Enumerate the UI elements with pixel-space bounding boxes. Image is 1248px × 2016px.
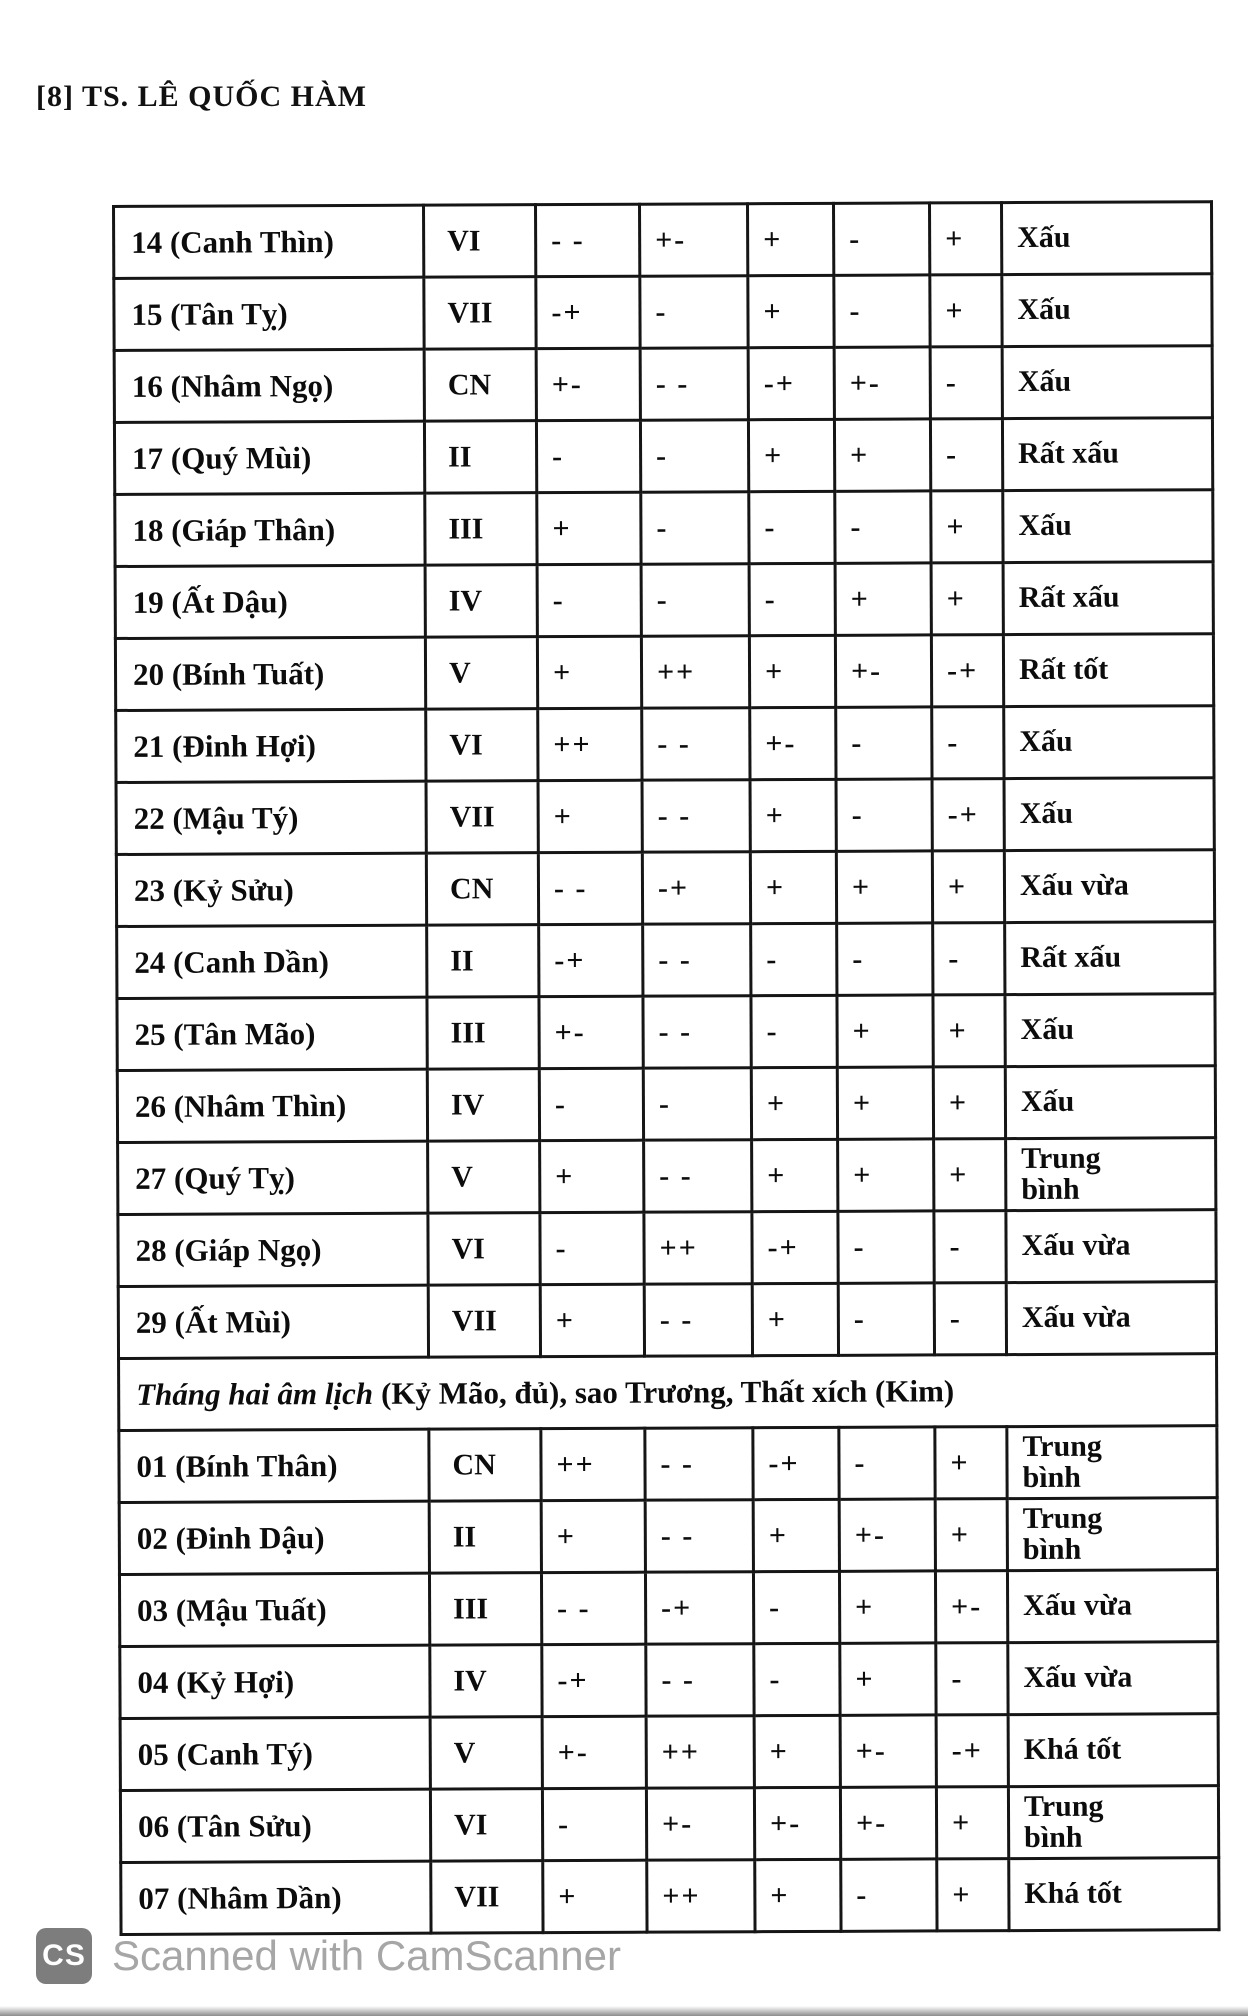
symbol-cell: - [838, 1211, 934, 1283]
symbol-cell: + [839, 1571, 935, 1643]
symbol-cell: +- [835, 635, 931, 707]
symbol-cell: -+ [539, 924, 643, 996]
table-row [114, 346, 1212, 423]
weekday-cell: CN [429, 1429, 541, 1501]
date-cell: 21 (Đinh Hợi) [116, 709, 426, 782]
symbol-cell: -+ [931, 635, 1003, 707]
rating-cell: Xấu vừa [1004, 850, 1214, 923]
date-cell: 04 (Kỷ Hợi) [120, 1645, 430, 1718]
date-cell: 14 (Canh Thìn) [114, 205, 424, 278]
rating-cell: Rất xấu [1003, 562, 1213, 635]
date-cell: 28 (Giáp Ngọ) [118, 1213, 428, 1286]
symbol-cell: +- [834, 347, 930, 419]
symbol-cell: + [540, 1140, 644, 1212]
symbol-cell: + [752, 1283, 838, 1355]
weekday-cell: VII [426, 781, 538, 853]
date-cell: 01 (Bính Thân) [119, 1429, 429, 1502]
rating-cell: Trung bình [1007, 1498, 1217, 1571]
weekday-cell: II [424, 421, 536, 493]
table-row [114, 274, 1212, 351]
symbol-cell: - [933, 923, 1005, 995]
rating-cell: Rất tốt [1003, 634, 1213, 707]
rating-cell: Rất xấu [1002, 418, 1212, 491]
rating-cell: Xấu vừa [1006, 1210, 1216, 1283]
symbol-cell: - - [644, 1284, 752, 1356]
symbol-cell: -+ [542, 1644, 646, 1716]
symbol-cell: -+ [932, 779, 1004, 851]
weekday-cell: VI [428, 1213, 540, 1285]
symbol-cell: + [838, 1139, 934, 1211]
section-header-cell [119, 1354, 1217, 1431]
symbol-cell: - [838, 1283, 934, 1355]
rating-cell: Xấu [1002, 346, 1212, 419]
symbol-cell: - - [643, 924, 751, 996]
symbol-cell: - - [645, 1500, 753, 1572]
symbol-cell: + [748, 275, 834, 347]
symbol-cell: - [751, 995, 837, 1067]
table-row [120, 1642, 1218, 1719]
section-title-italic: Tháng hai âm lịch [136, 1375, 374, 1412]
symbol-cell: - [751, 923, 837, 995]
weekday-cell: III [427, 997, 539, 1069]
weekday-cell: CN [424, 349, 536, 421]
rating-cell: Rất xấu [1005, 922, 1215, 995]
date-cell: 22 (Mậu Tý) [116, 781, 426, 854]
date-cell: 20 (Bính Tuất) [115, 637, 425, 710]
symbol-cell: - [539, 1068, 643, 1140]
symbol-cell: +- [640, 204, 748, 276]
symbol-cell: -+ [645, 1572, 753, 1644]
date-cell: 05 (Canh Tý) [120, 1717, 430, 1790]
symbol-cell: + [934, 1139, 1006, 1211]
symbol-cell: +- [542, 1716, 646, 1788]
table-row [117, 1066, 1215, 1143]
symbol-cell: - [934, 1283, 1006, 1355]
table-row [114, 418, 1212, 495]
table-row [116, 850, 1214, 927]
weekday-cell: CN [426, 853, 538, 925]
symbol-cell: + [754, 1715, 840, 1787]
symbol-cell: -+ [642, 852, 750, 924]
symbol-cell: +- [536, 348, 640, 420]
weekday-cell: IV [427, 1069, 539, 1141]
date-cell: 17 (Quý Mùi) [114, 421, 424, 494]
rating-cell: Xấu vừa [1007, 1570, 1217, 1643]
symbol-cell: ++ [644, 1212, 752, 1284]
table-row [116, 778, 1214, 855]
symbol-cell: + [755, 1859, 841, 1931]
symbol-cell: - [540, 1212, 644, 1284]
symbol-cell: + [935, 1499, 1007, 1571]
symbol-cell: ++ [647, 1860, 755, 1932]
lunar-calendar-table-wrap [112, 200, 1221, 1936]
weekday-cell: VI [430, 1789, 542, 1861]
symbol-cell: - - [640, 348, 748, 420]
symbol-cell: + [931, 563, 1003, 635]
weekday-cell: III [425, 493, 537, 565]
weekday-cell: VII [431, 1861, 543, 1933]
symbol-cell: + [750, 851, 836, 923]
weekday-cell: IV [430, 1645, 542, 1717]
symbol-cell: -+ [536, 276, 640, 348]
symbol-cell: - [749, 491, 835, 563]
symbol-cell: ++ [538, 708, 642, 780]
weekday-cell: III [429, 1573, 541, 1645]
camscanner-logo: CS [36, 1928, 92, 1984]
symbol-cell: + [840, 1643, 936, 1715]
rating-cell: Khá tốt [1009, 1858, 1219, 1931]
weekday-cell: VI [426, 709, 538, 781]
symbol-cell: - - [643, 996, 751, 1068]
symbol-cell: - [754, 1643, 840, 1715]
symbol-cell: +- [839, 1499, 935, 1571]
weekday-cell: VI [424, 205, 536, 277]
symbol-cell: - [836, 707, 932, 779]
symbol-cell: - [643, 1068, 751, 1140]
date-cell: 18 (Giáp Thân) [115, 493, 425, 566]
symbol-cell: +- [539, 996, 643, 1068]
symbol-cell: + [753, 1499, 839, 1571]
rating-cell: Xấu [1003, 490, 1213, 563]
symbol-cell: + [540, 1284, 644, 1356]
symbol-cell: - [936, 1643, 1008, 1715]
symbol-cell: - [835, 491, 931, 563]
rating-cell: Trung bình [1008, 1786, 1218, 1859]
symbol-cell: -+ [936, 1715, 1008, 1787]
symbol-cell: -+ [753, 1427, 839, 1499]
table-row [115, 634, 1213, 711]
rating-cell: Xấu [1005, 1066, 1215, 1139]
symbol-cell: + [543, 1860, 647, 1932]
symbol-cell: + [748, 203, 834, 275]
weekday-cell: V [430, 1717, 542, 1789]
table-row [119, 1426, 1217, 1503]
symbol-cell: + [541, 1500, 645, 1572]
rating-cell: Khá tốt [1008, 1714, 1218, 1787]
symbol-cell: - [641, 564, 749, 636]
table-row [118, 1138, 1216, 1215]
date-cell: 19 (Ất Dậu) [115, 565, 425, 638]
symbol-cell: - [934, 1211, 1006, 1283]
symbol-cell: ++ [646, 1716, 754, 1788]
symbol-cell: + [537, 636, 641, 708]
section-title-rest: (Kỷ Mão, đủ), sao Trương, Thất xích (Kim) [380, 1372, 955, 1411]
symbol-cell: - [753, 1571, 839, 1643]
symbol-cell: + [748, 419, 834, 491]
date-cell: 24 (Canh Dần) [117, 925, 427, 998]
scan-edge-shadow [0, 2006, 1248, 2016]
rating-cell: Xấu vừa [1008, 1642, 1218, 1715]
table-row [117, 922, 1215, 999]
lunar-table-body [114, 202, 1220, 1935]
date-cell: 23 (Kỷ Sửu) [116, 853, 426, 926]
symbol-cell: +- [646, 1788, 754, 1860]
symbol-cell: - [833, 203, 929, 275]
symbol-cell: + [537, 492, 641, 564]
page-header: [8] TS. LÊ QUỐC HÀM [36, 80, 367, 113]
date-cell: 15 (Tân Tỵ) [114, 277, 424, 350]
symbol-cell: + [932, 851, 1004, 923]
symbol-cell: +- [750, 707, 836, 779]
symbol-cell: +- [935, 1571, 1007, 1643]
symbol-cell: -+ [748, 347, 834, 419]
rating-cell: Xấu [1005, 994, 1215, 1067]
symbol-cell: +- [840, 1787, 936, 1859]
symbol-cell: - [640, 420, 748, 492]
symbol-cell: + [929, 203, 1001, 275]
symbol-cell: + [837, 995, 933, 1067]
symbol-cell: + [837, 1067, 933, 1139]
symbol-cell: + [836, 851, 932, 923]
symbol-cell: + [752, 1139, 838, 1211]
symbol-cell: + [937, 1859, 1009, 1931]
camscanner-text: Scanned with CamScanner [112, 1932, 621, 1979]
date-cell: 07 (Nhâm Dần) [121, 1861, 431, 1934]
date-cell: 27 (Quý Tỵ) [118, 1141, 428, 1214]
symbol-cell: + [835, 563, 931, 635]
table-row [117, 994, 1215, 1071]
rating-cell: Trung bình [1007, 1426, 1217, 1499]
symbol-cell: - - [645, 1428, 753, 1500]
rating-cell: Xấu vừa [1006, 1282, 1216, 1355]
symbol-cell: + [750, 779, 836, 851]
table-row [114, 202, 1212, 279]
symbol-cell: - [839, 1427, 935, 1499]
rating-cell: Trung bình [1006, 1138, 1216, 1211]
table-row [120, 1714, 1218, 1791]
rating-cell: Xấu [1004, 778, 1214, 851]
symbol-cell: - - [541, 1572, 645, 1644]
symbol-cell: + [538, 780, 642, 852]
symbol-cell: + [936, 1787, 1008, 1859]
weekday-cell: II [427, 925, 539, 997]
table-row [118, 1210, 1216, 1287]
symbol-cell: - [537, 564, 641, 636]
section-header-row [119, 1354, 1217, 1431]
table-row [115, 490, 1213, 567]
table-row [120, 1786, 1218, 1863]
rating-cell: Xấu [1004, 706, 1214, 779]
weekday-cell: V [428, 1141, 540, 1213]
weekday-cell: VII [424, 277, 536, 349]
symbol-cell: - [930, 419, 1002, 491]
symbol-cell: +- [840, 1715, 936, 1787]
symbol-cell: - [836, 779, 932, 851]
symbol-cell: - [841, 1859, 937, 1931]
symbol-cell: + [933, 1067, 1005, 1139]
table-row [116, 706, 1214, 783]
weekday-cell: V [425, 637, 537, 709]
symbol-cell: - [641, 492, 749, 564]
symbol-cell: - [640, 276, 748, 348]
table-row [119, 1498, 1217, 1575]
symbol-cell: - [932, 707, 1004, 779]
symbol-cell: - [536, 420, 640, 492]
symbol-cell: -+ [752, 1211, 838, 1283]
date-cell: 25 (Tân Mão) [117, 997, 427, 1070]
symbol-cell: + [751, 1067, 837, 1139]
symbol-cell: - [930, 347, 1002, 419]
symbol-cell: + [931, 491, 1003, 563]
symbol-cell: + [930, 275, 1002, 347]
weekday-cell: VII [428, 1285, 540, 1357]
symbol-cell: + [749, 635, 835, 707]
lunar-calendar-table [112, 200, 1221, 1936]
date-cell: 03 (Mậu Tuất) [119, 1573, 429, 1646]
rating-cell: Xấu [1001, 202, 1211, 275]
symbol-cell: - - [646, 1644, 754, 1716]
symbol-cell: + [935, 1427, 1007, 1499]
table-row [119, 1570, 1217, 1647]
date-cell: 26 (Nhâm Thìn) [117, 1069, 427, 1142]
date-cell: 16 (Nhâm Ngọ) [114, 349, 424, 422]
symbol-cell: ++ [641, 636, 749, 708]
symbol-cell: - - [644, 1140, 752, 1212]
table-row [118, 1282, 1216, 1359]
symbol-cell: - [749, 563, 835, 635]
weekday-cell: II [429, 1501, 541, 1573]
date-cell: 06 (Tân Sửu) [120, 1789, 430, 1862]
weekday-cell: IV [425, 565, 537, 637]
symbol-cell: - - [642, 780, 750, 852]
symbol-cell: - [834, 275, 930, 347]
symbol-cell: - - [538, 852, 642, 924]
symbol-cell: + [933, 995, 1005, 1067]
date-cell: 02 (Đinh Dậu) [119, 1501, 429, 1574]
camscanner-footer [0, 1916, 1248, 1996]
rating-cell: Xấu [1002, 274, 1212, 347]
symbol-cell: - [542, 1788, 646, 1860]
date-cell: 29 (Ất Mùi) [118, 1285, 428, 1358]
symbol-cell: ++ [541, 1428, 645, 1500]
table-row [115, 562, 1213, 639]
symbol-cell: +- [754, 1787, 840, 1859]
symbol-cell: + [834, 419, 930, 491]
symbol-cell: - [837, 923, 933, 995]
symbol-cell: - - [536, 204, 640, 276]
symbol-cell: - - [642, 708, 750, 780]
